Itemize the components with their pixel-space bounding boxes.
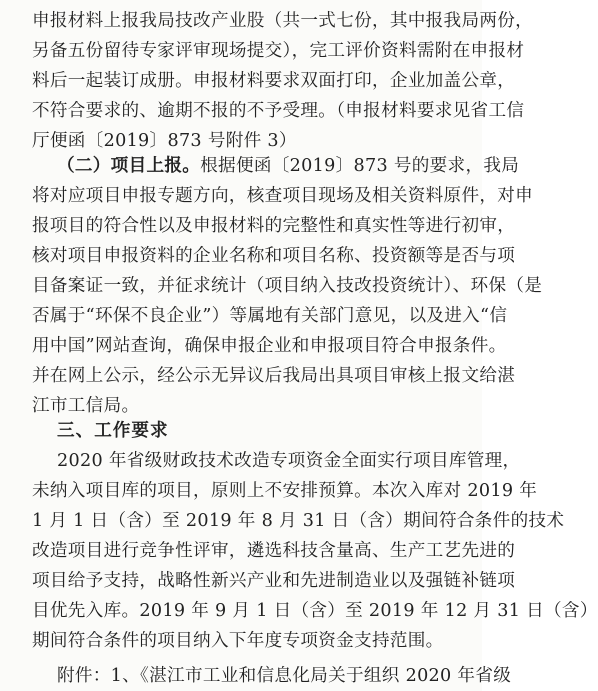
text-line: 目备案证一致，并征求统计（项目纳入技改投资统计）、环保（是 xyxy=(32,276,543,296)
text-line: 未纳入项目库的项目，原则上不安排预算。本次入库对 2019 年 xyxy=(32,481,538,501)
text-line: 不符合要求的、逾期不报的不予受理。（申报材料要求见省工信 xyxy=(32,101,525,121)
text-line: 否属于“环保不良企业”）等属地有关部门意见，以及进入“信 xyxy=(32,306,508,326)
section-2-title: （二）项目上报。 xyxy=(57,155,201,176)
section-2-text: 根据便函〔2019〕873 号的要求，我局 xyxy=(200,156,520,176)
text-line: 目优先入库。2019 年 9 月 1 日（含）至 2019 年 12 月 31 日（含） xyxy=(32,601,598,621)
text-line: 核对项目申报资料的企业名称和项目名称、投资额等是否与项 xyxy=(32,246,516,266)
text-line: 改造项目进行竞争性评审，遴选科技含量高、生产工艺先进的 xyxy=(32,541,516,561)
text-line: 将对应项目申报专题方向，核查项目现场及相关资料原件，对申 xyxy=(32,186,534,206)
text-line: 厅便函〔2019〕873 号附件 3） xyxy=(32,131,297,151)
text-line: 期间符合条件的项目纳入下年度专项资金支持范围。 xyxy=(32,631,444,651)
text-line: 并在网上公示，经公示无异议后我局出具项目审核上报文给湛 xyxy=(32,366,516,386)
text-line: 项目给予支持，战略性新兴产业和先进制造业以及强链补链项 xyxy=(32,571,516,591)
paragraph-first-line: 2020 年省级财政技术改造专项资金全面实行项目库管理， xyxy=(57,451,521,471)
section-heading: 三、工作要求 xyxy=(57,420,169,441)
text-line: 料后一起装订成册。申报材料要求双面打印，企业加盖公章， xyxy=(32,71,516,91)
text-line: 报项目的符合性以及申报材料的完整性和真实性等进行初审， xyxy=(32,216,516,236)
text-line: 申报材料上报我局技改产业股（共一式七份，其中报我局两份， xyxy=(32,11,534,31)
text-line: 江市工信局。 xyxy=(32,396,140,416)
section-2-first-line xyxy=(57,151,520,181)
text-line: 1 月 1 日（含）至 2019 年 8 月 31 日（含）期间符合条件的技术 xyxy=(32,511,565,531)
attachment-line: 附件：1、《湛江市工业和信息化局关于组织 2020 年省级 xyxy=(57,666,512,686)
text-line: 另备五份留待专家评审现场提交），完工评价资料需附在申报材 xyxy=(32,41,525,61)
text-line: 用中国”网站查询，确保申报企业和申报项目符合申报条件。 xyxy=(32,336,507,356)
